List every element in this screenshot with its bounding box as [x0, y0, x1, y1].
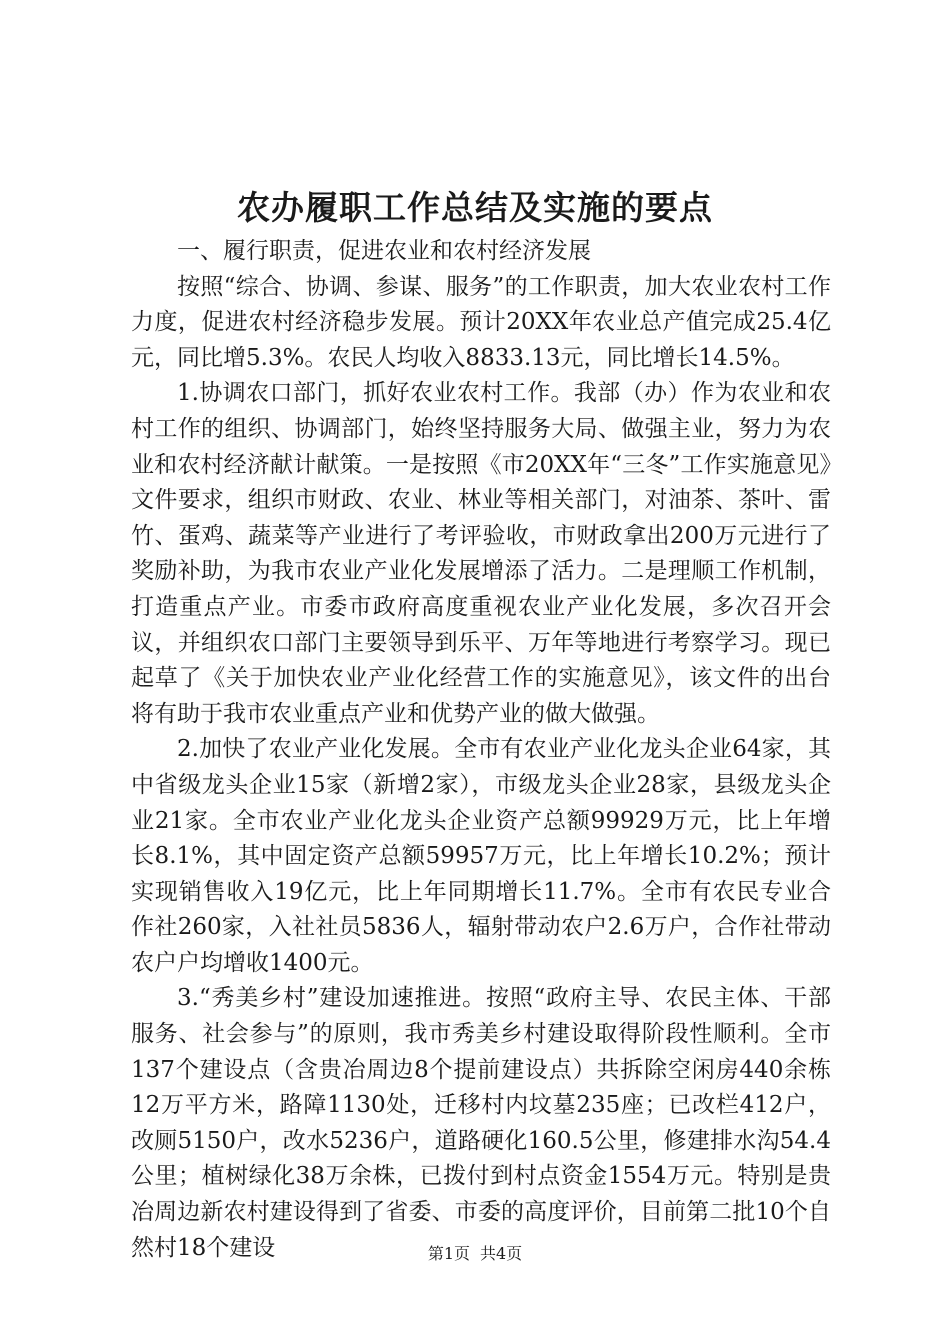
paragraph: 3.“秀美乡村”建设加速推进。按照“政府主导、农民主体、干部服务、社会参与”的原则，我市秀美乡村建设取得阶段性顺利。全市137个建设点（含贵冶周边8个提前建设点）共拆除空闲房440余栋12万平方米，路障1130处，迁移村内坟墓235座；已改栏412户，改厕5150户，改水5236户，道路硬化160.5公里，修建排水沟54.4公里；植树绿化38万余株，已拨付到村点资金1554万元。特别是贵冶周边新农村建设得到了省委、市委的高度评价，目前第二批10个自然村18个建设	[131, 985, 831, 1261]
paragraph: 2.加快了农业产业化发展。全市有农业产业化龙头企业64家，其中省级龙头企业15家（新增2家），市级龙头企业28家，县级龙头企业21家。全市农业产业化龙头企业资产总额99929万元，比上年增长8.1%，其中固定资产总额59957万元，比上年增长10.2%；预计实现销售收入19亿元，比上年同期增长11.7%。全市有农民专业合作社260家，入社社员5836人，辐射带动农户2.6万户，合作社带动农户户均增收1400元。	[131, 736, 831, 976]
page-number: 第1页	[427, 1244, 470, 1263]
paragraph: 按照“综合、协调、参谋、服务”的工作职责，加大农业农村工作力度，促进农村经济稳步发展。预计20XX年农业总产值完成25.4亿元，同比增5.3%。农民人均收入8833.13元，同比增长14.5%。	[131, 273, 831, 371]
document-title: 农办履职工作总结及实施的要点	[237, 188, 713, 227]
page-footer	[0, 1242, 950, 1266]
page-total: 共4页	[480, 1244, 523, 1263]
document-body	[131, 234, 831, 1266]
section-heading: 一、履行职责，促进农业和农村经济发展	[177, 238, 591, 264]
paragraph: 1.协调农口部门，抓好农业农村工作。我部（办）作为农业和农村工作的组织、协调部门，始终坚持服务大局、做强主业，努力为农业和农村经济献计献策。一是按照《市20XX年“三冬”工作实施意见》文件要求，组织市财政、农业、林业等相关部门，对油茶、茶叶、雷竹、蛋鸡、蔬菜等产业进行了考评验收，市财政拿出200万元进行了奖励补助，为我市农业产业化发展增添了活力。二是理顺工作机制，打造重点产业。市委市政府高度重视农业产业化发展，多次召开会议，并组织农口部门主要领导到乐平、万年等地进行考察学习。现已起草了《关于加快农业产业化经营工作的实施意见》，该文件的出台将有助于我市农业重点产业和优势产业的做大做强。	[131, 380, 831, 727]
